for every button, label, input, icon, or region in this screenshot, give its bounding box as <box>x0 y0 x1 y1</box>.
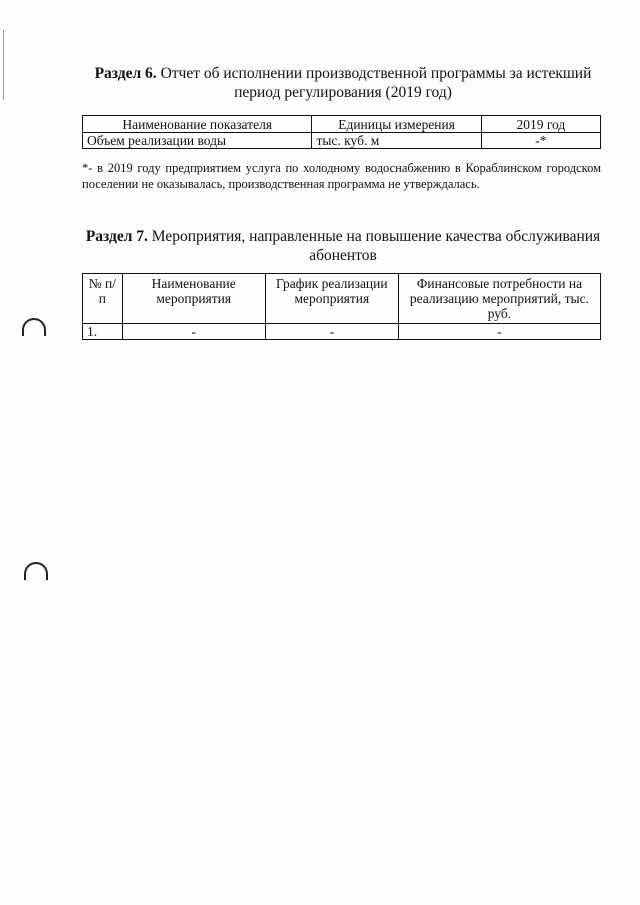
section-6-heading: Отчет об исполнении производственной программы за истекший период регулирования (2019 год) <box>156 65 592 101</box>
column-header-indicator: Наименование показателя <box>83 116 312 133</box>
scan-edge-mark <box>3 30 4 100</box>
table-header-row <box>83 274 601 324</box>
measure-name-cell: - <box>122 324 265 340</box>
section-6-number: Раздел 6. <box>94 65 157 82</box>
units-cell: тыс. куб. м <box>312 133 481 149</box>
column-header-number: № п/п <box>83 274 123 324</box>
binding-hole-mark <box>22 318 46 336</box>
section-7-title <box>82 227 604 265</box>
section-6-title <box>82 64 604 102</box>
column-header-year: 2019 год <box>481 116 600 133</box>
section-6-footnote: *- в 2019 году предприятием услуга по холодному водоснабжению в Кораблинском городском поселении не оказывалась, производственная программа не утверждалась. <box>82 161 601 191</box>
schedule-cell: - <box>265 324 398 340</box>
indicator-cell: Объем реализации воды <box>83 133 312 149</box>
section-7-number: Раздел 7. <box>85 228 148 245</box>
financial-needs-cell: - <box>398 324 600 340</box>
column-header-units: Единицы измерения <box>312 116 481 133</box>
column-header-measure-name: Наименование мероприятия <box>122 274 265 324</box>
column-header-financial-needs: Финансовые потребности на реализацию мероприятий, тыс. руб. <box>398 274 600 324</box>
table-header-row <box>83 116 601 133</box>
year-value-cell: -* <box>481 133 600 149</box>
binding-hole-mark <box>24 562 48 580</box>
production-program-table <box>82 115 601 149</box>
table-row <box>83 133 601 149</box>
column-header-schedule: График реализации мероприятия <box>265 274 398 324</box>
table-row <box>83 324 601 340</box>
section-7-heading: Мероприятия, направленные на повышение качества обслуживания абонентов <box>147 228 601 264</box>
measures-table <box>82 273 601 340</box>
row-number-cell: 1. <box>83 324 123 340</box>
